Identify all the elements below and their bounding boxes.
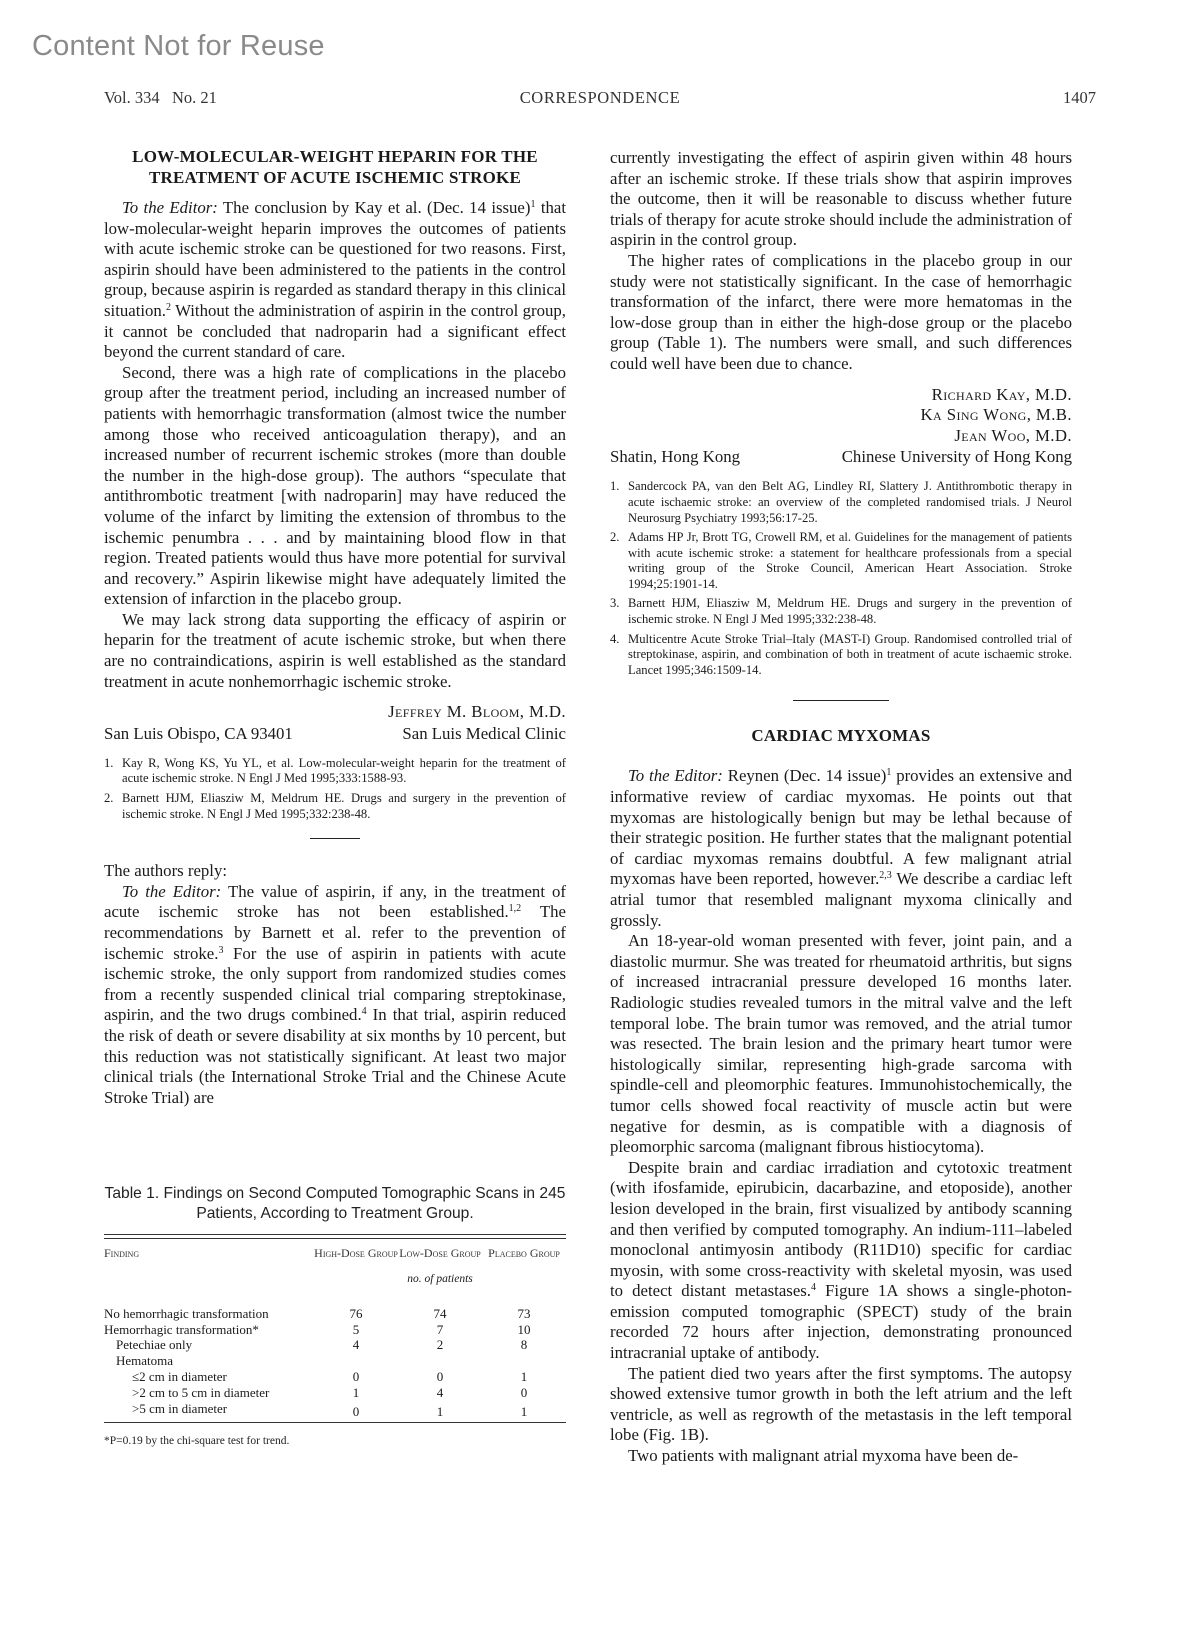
lead-in: To the Editor:	[628, 766, 723, 786]
column-header: High-Dose Group	[314, 1246, 398, 1260]
author-name: Ka Sing Wong, M.B.	[920, 405, 1072, 425]
table-row: >2 cm to 5 cm in diameter 1 4 0	[132, 1384, 528, 1400]
table-row: Hematoma	[116, 1353, 174, 1369]
letter-paragraph: To the Editor: The conclusion by Kay et al. (Dec. 14 issue)$^1$ that low-molecular-weight heparin improves the outcomes of patients with acute ischemic stroke can be questioned for two reasons. First, aspirin should have been administered to the patients in the control group, because aspirin is regarded as standard therapy in this clinical situation.$^2$ Without the administration of aspirin in the control group, it cannot be concluded that nadroparin had a significant effect beyond the current standard of care.	[104, 198, 566, 362]
lead-in: To the Editor:	[122, 198, 218, 217]
author-institution: San Luis Medical Clinic	[402, 723, 566, 743]
letter-paragraph: An 18-year-old woman presented with fever, joint pain, and a diastolic murmur. She was treated for rheumatoid arthritis, but signs of increased intracranial pressure developed 16 months later. Radiologic studies revealed tumors in the mitral valve and the left temporal lobe. The brain tumor was removed, and the atrial tumor was resected. The brain lesion and the primary heart tumor were histologically similar, representing high-grade sarcoma with spindle-cell and pleomorphic features. Immunohistochemically, the tumor cells showed focal reactivity of muscle actin but were negative for desmin, as is compatible with a diagnosis of pleomorphic sarcoma (malignant fibrous histiocytoma).	[610, 931, 1072, 1157]
table-row: Hemorrhagic transformation* 5 7 10	[104, 1321, 531, 1337]
reply-paragraph: The higher rates of complications in the placebo group in our study were not statistically significant. In the case of hemorrhagic transformation of the infarct, there were more hematomas in the low-dose group than in either the high-dose group or the placebo group (Table 1). The numbers were small, and such differences could well have been due to chance.	[610, 250, 1072, 373]
table-footnote: *P=0.19 by the chi-square test for trend.	[104, 1435, 290, 1448]
divider	[793, 700, 889, 701]
author-name: Jean Woo, M.D.	[954, 425, 1072, 445]
reply-label: The authors reply:	[104, 861, 228, 881]
table-row: >5 cm in diameter 0 1 1	[132, 1400, 528, 1419]
column-header: Finding	[104, 1246, 140, 1260]
letter-paragraph: Second, there was a high rate of complications in the placebo group after the treatment period, including an increased number of patients with hemorrhagic transformation (almost twice the number among those who received anticoagulation therapy), and an increased number of recurrent ischemic strokes (more than double the number in the high-dose group). The authors “speculate that antithrombotic treatment [with nadroparin] may have reduced the volume of the infarct by limiting the extension of thrombus to the ischemic penumbra . . . and by maintaining blood flow in that region. Treated patients would thus have more potential for survival and recovery.” Aspirin likewise might have adequately limited the extension of infarction in the placebo group.	[104, 362, 566, 609]
reference-item: 2. Adams HP Jr, Brott TG, Crowell RM, et al. Guidelines for the management of patients with acute ischemic stroke: a statement for healthcare professionals from a special writing group of the Stroke Council, American Heart Association. Stroke 1994;25:1901-14.	[610, 530, 1072, 591]
findings-table	[104, 1239, 566, 1422]
running-head	[104, 88, 1096, 112]
table-rule	[104, 1422, 566, 1423]
references	[104, 756, 566, 822]
lead-in: To the Editor:	[122, 881, 222, 901]
table-1	[104, 1184, 566, 1447]
author-location: Shatin, Hong Kong	[610, 447, 741, 467]
left-column	[104, 146, 566, 1108]
letter-paragraph: We may lack strong data supporting the efficacy of aspirin or heparin for the treatment of acute ischemic stroke, but when there are no contraindications, aspirin is well established as the standard treatment in acute nonhemorrhagic ischemic stroke.	[104, 609, 566, 691]
column-header: Placebo Group	[488, 1246, 560, 1260]
column-header: Low-Dose Group	[399, 1246, 481, 1260]
reply-paragraph: To the Editor: The value of aspirin, if any, in the treatment of acute ischemic stroke has not been established.$^{1,2}$ The recommendations by Barnett et al. refer to the prevention of ischemic stroke.$^3$ For the use of aspirin in patients with acute ischemic stroke, the only support from randomized studies comes from a recently suspended clinical trial comparing streptokinase, aspirin, and the two drugs combined.$^4$ In that trial, aspirin reduced the risk of death or severe disability at six months by 10 percent, but this reduction was not statistically significant. At least two major clinical trials (the International Stroke Trial and the Chinese Acute Stroke Trial) are	[104, 881, 566, 1107]
divider	[310, 838, 360, 839]
watermark: Content Not for Reuse	[32, 30, 325, 62]
article-title: CARDIAC MYXOMAS	[751, 726, 931, 746]
reference-item: 4. Multicentre Acute Stroke Trial–Italy (MAST-I) Group. Randomised controlled trial of streptokinase, aspirin, and combination of both in treatment of acute ischaemic stroke. Lancet 1995;346:1509-14.	[610, 631, 1072, 677]
article-title: LOW-MOLECULAR-WEIGHT HEPARIN FOR THE TREATMENT OF ACUTE ISCHEMIC STROKE	[132, 147, 538, 187]
page-number: 1407	[1063, 88, 1096, 107]
section-name: CORRESPONDENCE	[519, 88, 681, 107]
table-caption: Table 1. Findings on Second Computed Tomographic Scans in 245 Patients, According to Treatment Group.	[104, 1185, 566, 1222]
letter-paragraph: Two patients with malignant atrial myxoma have been de-	[628, 1446, 1019, 1466]
volume-number: Vol. 334 No. 21	[104, 88, 217, 107]
units-label: no. of patients	[407, 1273, 473, 1285]
author-institution: Chinese University of Hong Kong	[841, 447, 1072, 467]
right-column	[610, 148, 1072, 1467]
letter-paragraph: The patient died two years after the first symptoms. The autopsy showed extensive tumor growth in both the left atrium and the left ventricle, as well as regrowth of the metastasis in the left temporal lobe (Fig. 1B).	[610, 1363, 1072, 1445]
reference-item: 1. Kay R, Wong KS, Yu YL, et al. Low-molecular-weight heparin for the treatment of acute ischemic stroke. N Engl J Med 1995;333:1588-93.	[104, 755, 566, 786]
references	[610, 479, 1072, 678]
author-name: Jeffrey M. Bloom, M.D.	[388, 702, 566, 722]
table-row: ≤2 cm in diameter 0 0 1	[132, 1368, 528, 1384]
reference-item: 1. Sandercock PA, van den Belt AG, Lindley RI, Slattery J. Antithrombotic therapy in acute ischaemic stroke: an overview of the completed randomised trials. J Neurol Neurosurg Psychiatry 1993;56:17-25.	[610, 479, 1072, 525]
reference-item: 2. Barnett HJM, Eliasziw M, Meldrum HE. Drugs and surgery in the prevention of ischemic stroke. N Engl J Med 1995;332:238-48.	[104, 791, 566, 821]
letter-paragraph: To the Editor: Reynen (Dec. 14 issue)$^1$ provides an extensive and informative review of cardiac myxomas. He points out that myxomas are histologically benign but may be lethal because of their strategic position. He further states that the malignant potential of cardiac myxomas remains doubtful. A few malignant atrial myxomas have been reported, however.$^{2,3}$ We describe a cardiac left atrial tumor that resembled malignant myxoma clinically and grossly.	[610, 766, 1072, 930]
reply-paragraph-continued: currently investigating the effect of aspirin given within 48 hours after an ischemic stroke. If these trials show that aspirin improves the outcome, then it will be reasonable to discuss whether future trials of therapy for acute stroke should include the administration of aspirin in the control group.	[610, 148, 1072, 250]
table-row: No hemorrhagic transformation 76 74 73	[104, 1305, 531, 1321]
letter-paragraph: Despite brain and cardiac irradiation and cytotoxic treatment (with ifosfamide, epirubicin, dacarbazine, and etoposide), another lesion developed in the brain, first visualized by antibody scanning and then verified by computed tomography. An indium-111–labeled monoclonal antimyosin antibody (R11D10) specific for cardiac myosin, with some cross-reactivity with skeletal myosin, was used to detect distant metastases.$^4$ Figure 1A shows a single-photon-emission computed tomographic (SPECT) study of the brain recorded 72 hours after injection, demonstrating pronounced intracranial uptake of antibody.	[610, 1157, 1073, 1363]
reference-item: 3. Barnett HJM, Eliasziw M, Meldrum HE. Drugs and surgery in the prevention of ischemic stroke. N Engl J Med 1995;332:238-48.	[610, 596, 1072, 627]
letter-signature	[104, 702, 566, 744]
author-location: San Luis Obispo, CA 93401	[104, 723, 293, 743]
table-row: Petechiae only 4 2 8	[116, 1337, 528, 1353]
reply-signature	[610, 385, 1072, 468]
author-name: Richard Kay, M.D.	[931, 384, 1072, 404]
